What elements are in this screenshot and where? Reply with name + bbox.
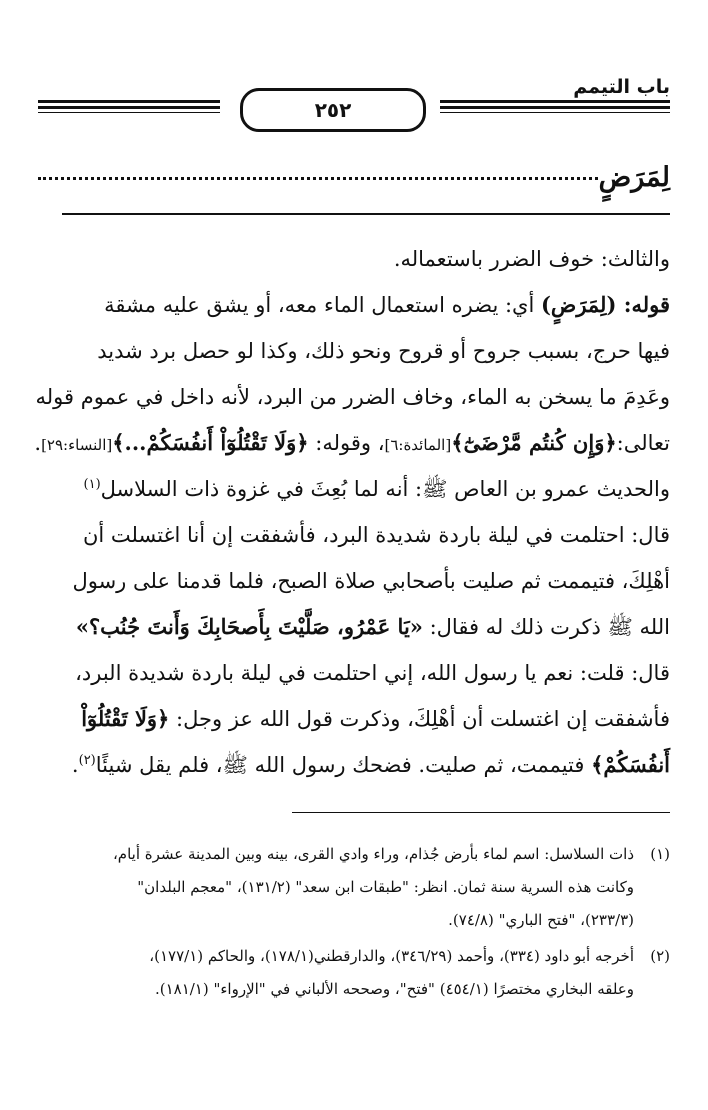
body-text: . [71,753,79,777]
quran-verse: أَنفُسَكُمْ﴾ [591,752,670,777]
footnote-number: (٢) [650,947,670,965]
page-number: ٢٥٢ [240,88,426,132]
quran-verse: ﴿وَإِن كُنتُم مَّرْضَىٰٓ﴾ [451,430,617,455]
body-line-2 [38,282,670,328]
footnote-number: (١) [650,845,670,863]
body-line-6 [38,466,670,512]
matn-text: لِمَرَضٍ [598,162,670,193]
footnote-2-line-1 [38,940,670,973]
footnote-2-line-2 [38,973,634,1006]
body-line-9 [38,604,670,650]
quran-verse: ﴿وَلَا تَقْتُلُوٓاْ [81,706,170,731]
comment-label: قوله: (لِمَرَضٍ) [541,292,670,317]
hadith-quote: «يَا عَمْرُو، صَلَّيْتَ بِأَصحَابِكَ وَأَنتَ جُنُب؟» [75,614,423,639]
footnote-1-line-1 [38,838,670,871]
footnote-text: (٢٣٣/٣)، "فتح الباري" (٧٤/٨). [448,911,634,929]
body-line-12 [38,742,670,788]
footnote-text: أخرجه أبو داود (٣٣٤)، وأحمد (٣٤٦/٢٩)، والدارقطني(١٧٨/١)، والحاكم (١٧٧/١)، [149,947,634,965]
body-line-5 [34,420,670,468]
body-text: الله ﷺ ذكرت ذلك له فقال: [422,615,670,639]
footnote-divider [292,812,670,813]
body-text: أي: يضره استعمال الماء معه، أو يشق عليه مشقة [104,293,541,317]
body-text: فيها حرج، بسبب جروح أو قروح ونحو ذلك، وكذا لو حصل برد شديد [97,339,670,363]
footnote-text: وكانت هذه السرية سنة ثمان. انظر: "طبقات ابن سعد" (١٣١/٢)، "معجم البلدان" [137,878,634,896]
body-text: قال: احتلمت في ليلة باردة شديدة البرد، فأشفقت إن أنا اغتسلت أن [82,523,670,547]
matn-divider [62,213,670,215]
body-line-4 [35,374,670,420]
body-text: أهْلِكَ، فتيممت ثم صليت بأصحابي صلاة الصبح، فلما قدمنا على رسول [72,569,670,593]
verse-reference: [النساء:٢٩] [41,436,113,454]
body-text: تعالى: [616,431,670,455]
body-line-3 [38,328,670,374]
body-text: وعَدِمَ ما يسخن به الماء، وخاف الضرر من البرد، لأنه داخل في عموم قوله [35,385,670,409]
matn-dotted-leader [38,177,598,180]
footnote-text: وعلقه البخاري مختصرًا (٤٥٤/١) "فتح"، وصححه الألباني في "الإرواء" (١٨١/١). [154,980,634,998]
footnote-1-line-2 [38,871,634,904]
body-line-1 [38,236,670,282]
chapter-title: باب التيمم [573,76,670,98]
footnote-1-line-3 [38,904,634,937]
quran-verse: ﴿وَلَا تَقْتُلُوٓاْ أَنفُسَكُمْ...﴾ [112,430,309,455]
body-line-10 [38,650,670,696]
body-line-11 [38,696,670,742]
body-text: . [34,431,42,455]
body-text: والحديث عمرو بن العاص ﷺ: أنه لما بُعِثَ في غزوة ذات السلاسل [100,477,670,501]
body-line-8 [38,558,670,604]
body-text: فتيممت، ثم صليت. فضحك رسول الله ﷺ، فلم يقل شيئًا [95,753,592,777]
body-text: ، وقوله: [308,431,385,455]
body-line-7 [38,512,670,558]
body-text: والثالث: خوف الضرر باستعماله. [393,247,670,271]
footnote-text: ذات السلاسل: اسم لماء بأرض جُذام، وراء وادي القرى، بينه وبين المدينة عشرة أيام، [112,845,634,863]
footnote-marker: (١) [83,477,101,492]
verse-reference: [المائدة:٦] [384,436,452,454]
footnote-marker: (٢) [78,753,96,768]
body-text: قال: قلت: نعم يا رسول الله، إني احتلمت في ليلة باردة شديدة البرد، [75,661,670,685]
body-text: فأشفقت إن اغتسلت أن أهْلِكَ، وذكرت قول الله عز وجل: [169,707,670,731]
